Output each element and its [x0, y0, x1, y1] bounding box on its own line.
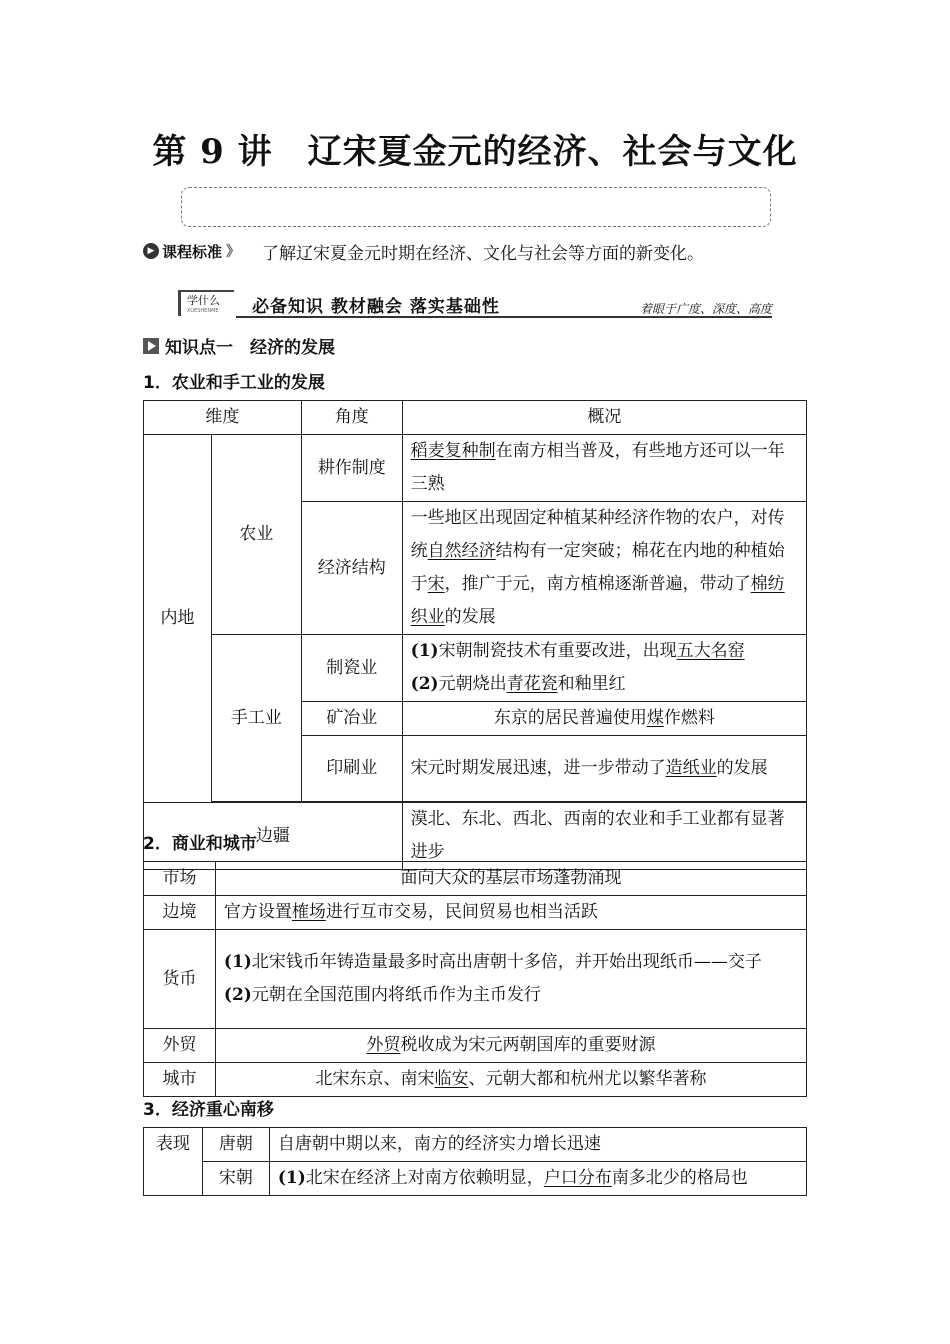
- text-currency: (1)北宋钱币年铸造量最多时高出唐朝十多倍，并开始出现纸币——交子 (2)元朝在全国范围内将纸币作为主币发行: [215, 930, 806, 1029]
- play-square-icon: [143, 338, 159, 354]
- keyword-coal: 煤: [646, 708, 664, 728]
- label-tang: 唐朝: [202, 1128, 269, 1162]
- overview-farming-system: 稻麦复种制在南方相当普及，有些地方还可以一年三熟: [402, 435, 806, 502]
- text-song: (1)北宋在经济上对南方依赖明显，户口分布南多北少的格局也: [269, 1162, 806, 1196]
- keyword-song: 宋: [427, 574, 445, 594]
- label-market: 市场: [144, 862, 216, 896]
- angle-economic-structure: 经济结构: [301, 502, 402, 635]
- play-circle-icon: ▶: [143, 243, 159, 259]
- course-standard-text: 了解辽宋夏金元时期在经济、文化与社会等方面的新变化。: [262, 243, 705, 264]
- double-chevron-icon: 》: [226, 244, 241, 260]
- banner-logo-sub: XUESHENME: [187, 308, 219, 314]
- label-currency: 货币: [144, 930, 216, 1029]
- keyword-natural-economy: 自然经济: [427, 541, 496, 561]
- label-song: 宋朝: [202, 1162, 269, 1196]
- keyword-quechang: 榷场: [291, 902, 326, 922]
- course-standard-badge: [143, 241, 240, 262]
- banner-logo: [178, 290, 234, 316]
- knowledge-point-heading: [143, 333, 335, 358]
- economic-shift-table: [143, 1127, 807, 1196]
- text-city: 北宋东京、南宋临安、元朝大都和杭州尤以繁华著称: [215, 1063, 806, 1097]
- commerce-table: [143, 861, 807, 1097]
- keyword-five-kilns: 五大名窑: [676, 641, 745, 661]
- text-tang: 自唐朝中期以来，南方的经济实力增长迅速: [269, 1128, 806, 1162]
- page-title: 第 9 讲 辽宋夏金元的经济、社会与文化: [152, 132, 798, 172]
- header-overview: 概况: [402, 401, 806, 435]
- region-inland: 内地: [144, 435, 212, 803]
- keyword-papermaking: 造纸业: [665, 758, 717, 778]
- banner-logo-text: 学什么: [187, 294, 220, 307]
- dashed-placeholder-box: [181, 187, 771, 227]
- keyword-blue-white: 青花瓷: [506, 674, 558, 694]
- region-frontier: 边疆: [144, 803, 403, 870]
- keyword-rice-wheat: 稻麦复种制: [410, 441, 496, 461]
- label-city: 城市: [144, 1063, 216, 1097]
- keyword-linan: 临安: [434, 1069, 469, 1089]
- angle-farming-system: 耕作制度: [301, 435, 402, 502]
- banner-main-text: 必备知识 教材融会 落实基础性: [252, 297, 500, 317]
- section1-heading: 1．农业和手工业的发展: [143, 373, 325, 393]
- category-handicraft: 手工业: [211, 635, 301, 802]
- banner-sub-text: 着眼于广度、深度、高度: [639, 302, 772, 316]
- header-dimension: 维度: [144, 401, 302, 435]
- course-standard-label: 课程标准: [162, 242, 223, 261]
- overview-frontier: 漠北、东北、西北、西南的农业和手工业都有显著进步: [402, 803, 806, 870]
- label-manifestation: 表现: [144, 1128, 203, 1196]
- section3-heading: 3．经济重心南移: [143, 1100, 274, 1120]
- category-agriculture: 农业: [211, 435, 301, 635]
- angle-mining: 矿冶业: [301, 702, 402, 736]
- banner-underline: [236, 316, 772, 318]
- label-border: 边境: [144, 896, 216, 930]
- overview-printing: 宋元时期发展迅速，进一步带动了造纸业的发展: [402, 736, 806, 802]
- label-foreign-trade: 外贸: [144, 1029, 216, 1063]
- angle-porcelain: 制瓷业: [301, 635, 402, 702]
- keyword-foreign-trade: 外贸: [366, 1035, 401, 1055]
- text-foreign-trade: 外贸税收成为宋元两朝国库的重要财源: [215, 1029, 806, 1063]
- course-standard: [143, 240, 704, 262]
- keyword-household-distribution: 户口分布: [543, 1168, 612, 1188]
- section-banner: [178, 290, 772, 318]
- angle-printing: 印刷业: [301, 736, 402, 802]
- header-angle: 角度: [301, 401, 402, 435]
- overview-economic-structure: 一些地区出现固定种植某种经济作物的农户，对传统自然经济结构有一定突破；棉花在内地的种植始于宋，推广于元，南方植棉逐渐普遍，带动了棉纺织业的发展: [402, 502, 806, 635]
- overview-mining: 东京的居民普遍使用煤作燃料: [402, 702, 806, 736]
- knowledge-point-text: 知识点一 经济的发展: [165, 338, 335, 358]
- text-border: 官方设置榷场进行互市交易，民间贸易也相当活跃: [215, 896, 806, 930]
- section2-heading: 2．商业和城市: [143, 834, 257, 854]
- text-market: 面向大众的基层市场蓬勃涌现: [215, 862, 806, 896]
- overview-porcelain: (1)宋朝制瓷技术有重要改进，出现五大名窑 (2)元朝烧出青花瓷和釉里红: [402, 635, 806, 702]
- agri-craft-table: [143, 400, 807, 870]
- keyword-cotton-textile: 棉纺织业: [410, 574, 785, 627]
